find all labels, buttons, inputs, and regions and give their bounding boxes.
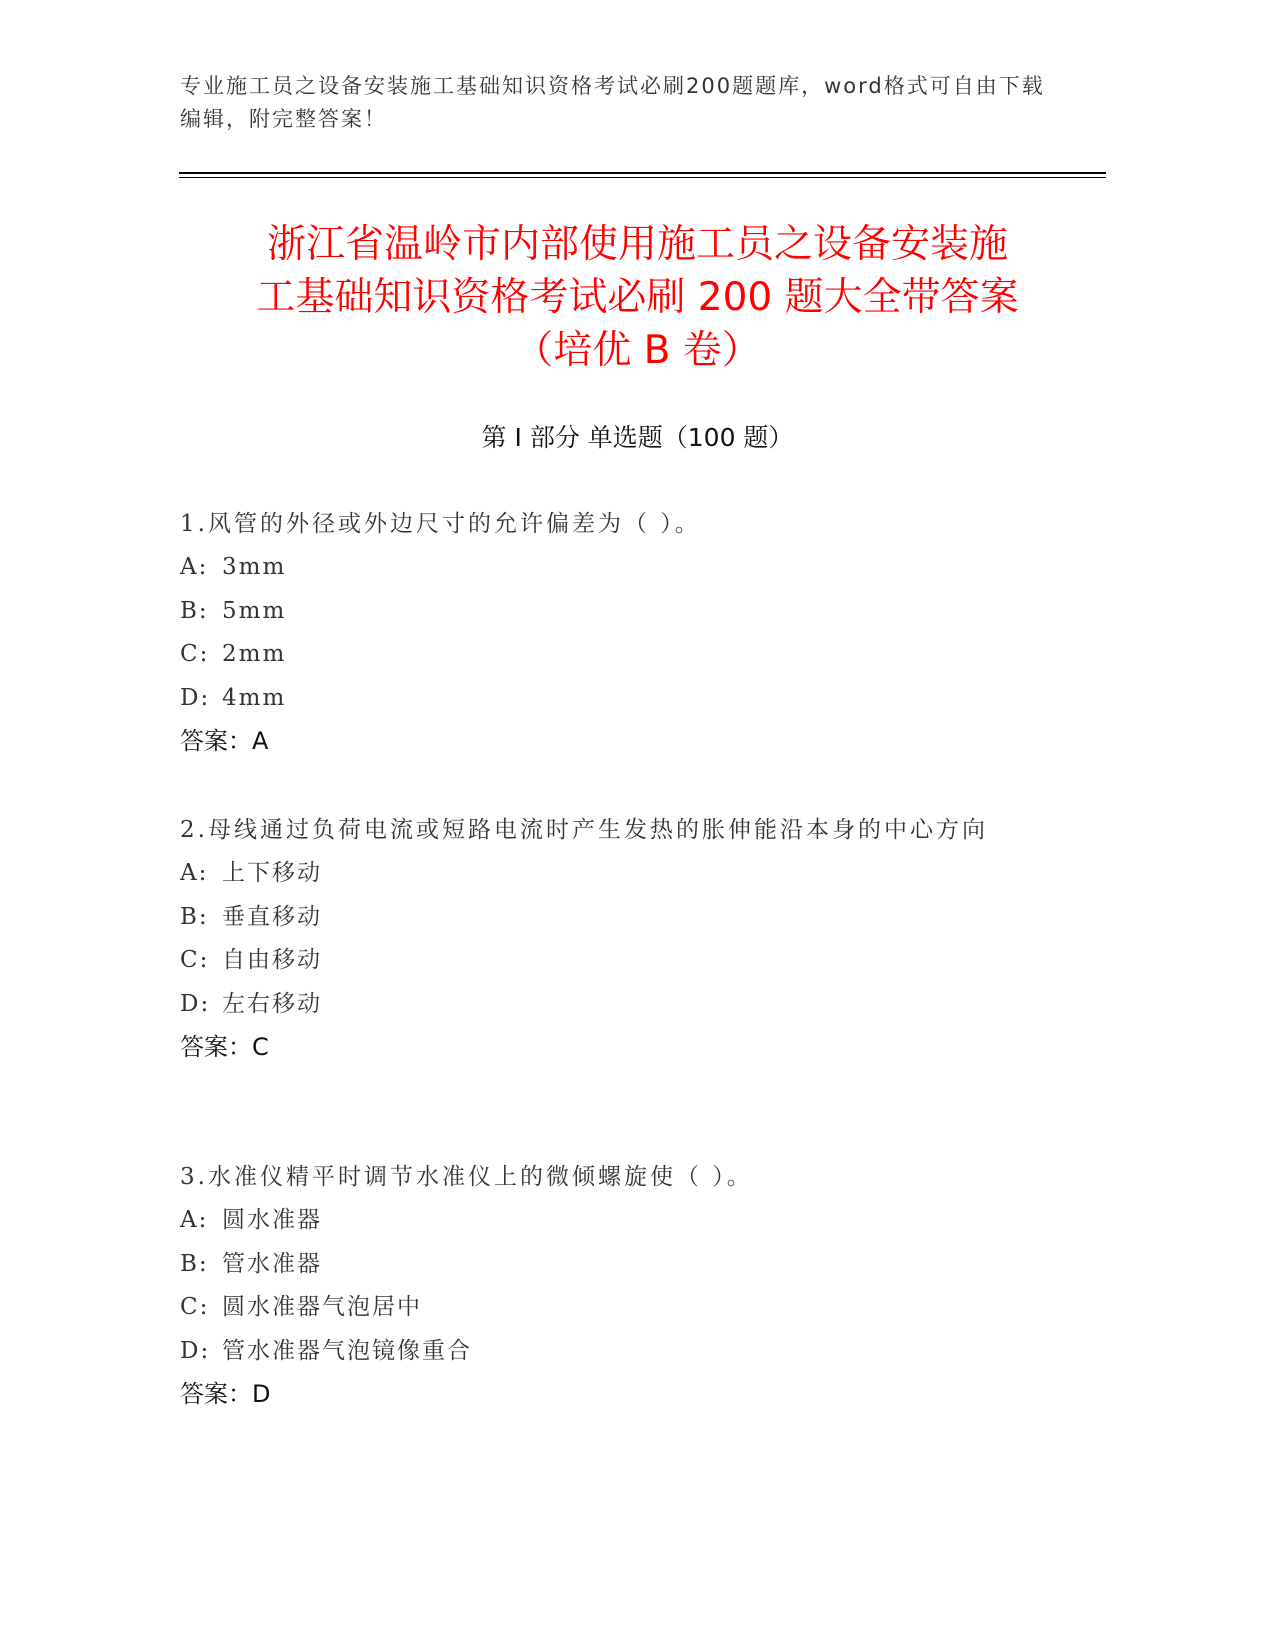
option-key: C: <box>180 641 210 667</box>
option-text: 2mm <box>222 641 287 667</box>
option-text: 自由移动 <box>222 947 322 973</box>
option-text: 3mm <box>222 554 287 580</box>
option-key: C: <box>180 1294 210 1320</box>
option-key: D: <box>180 990 211 1017</box>
question-stem: 1.风管的外径或外边尺寸的允许偏差为（ ）。 <box>180 511 701 537</box>
section-title: 第 I 部分 单选题（100 题） <box>481 423 794 452</box>
option-text: 5mm <box>222 597 287 624</box>
option-key: B: <box>180 1250 209 1277</box>
option-key: A: <box>180 554 209 580</box>
option-text: 圆水准器气泡居中 <box>222 1294 422 1320</box>
option-text: 上下移动 <box>222 860 322 886</box>
title-line-2: 工基础知识资格考试必刷 200 题大全带答案 <box>256 275 1019 320</box>
option-a <box>180 852 1040 896</box>
option-key: D: <box>180 1337 211 1364</box>
option-d <box>180 983 1040 1027</box>
option-text: 圆水准器 <box>222 1207 322 1233</box>
option-text: 管水准器气泡镜像重合 <box>222 1337 472 1364</box>
option-b <box>180 1243 1040 1287</box>
title-line-3: （培优 B 卷） <box>514 328 761 373</box>
question-1 <box>180 503 1040 763</box>
document-title <box>150 218 1125 377</box>
option-key: C: <box>180 947 210 973</box>
answer-text: 答案：D <box>180 1380 271 1408</box>
question-2 <box>180 809 1040 1069</box>
option-d <box>180 677 1040 721</box>
option-c <box>180 633 1040 677</box>
option-text: 左右移动 <box>222 990 322 1017</box>
option-text: 垂直移动 <box>222 903 322 930</box>
option-b <box>180 896 1040 940</box>
option-a <box>180 546 1040 590</box>
option-key: A: <box>180 1207 209 1233</box>
option-key: A: <box>180 860 209 886</box>
question-stem: 2.母线通过负荷电流或短路电流时产生发热的胀伸能沿本身的中心方向 <box>180 817 988 843</box>
title-line-1: 浙江省温岭市内部使用施工员之设备安装施 <box>266 222 1008 267</box>
option-key: B: <box>180 903 209 930</box>
option-c <box>180 939 1040 983</box>
header-rule-thick <box>179 172 1106 174</box>
option-d <box>180 1330 1040 1374</box>
answer-text: 答案：C <box>180 1033 269 1061</box>
question-stem: 3.水准仪精平时调节水准仪上的微倾螺旋使（ ）。 <box>180 1164 753 1190</box>
option-key: B: <box>180 597 209 624</box>
option-a <box>180 1199 1040 1243</box>
option-text: 管水准器 <box>222 1250 322 1277</box>
header-rule-thin <box>179 177 1106 178</box>
answer-text: 答案：A <box>180 727 269 755</box>
option-text: 4mm <box>222 684 287 711</box>
option-c <box>180 1286 1040 1330</box>
question-3 <box>180 1156 1040 1416</box>
option-key: D: <box>180 684 211 711</box>
header-note: 专业施工员之设备安装施工基础知识资格考试必刷200题题库，word格式可自由下载编辑，附完整答案！ <box>180 74 1045 131</box>
option-b <box>180 590 1040 634</box>
